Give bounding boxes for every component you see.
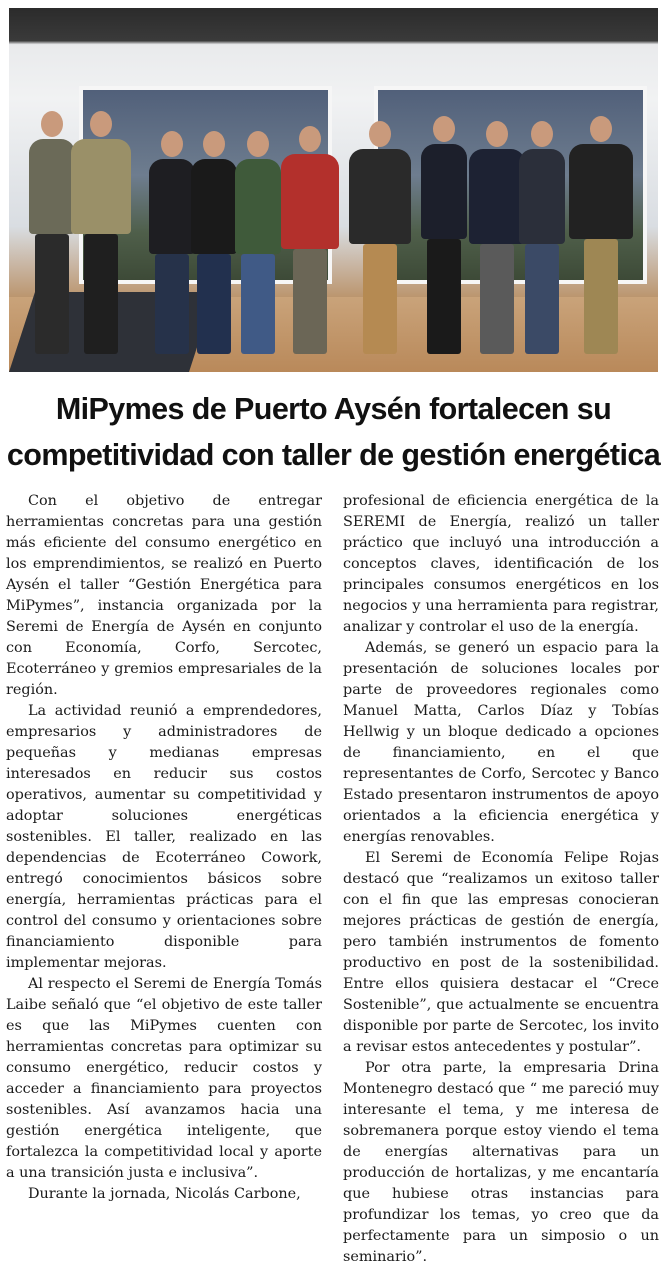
person bbox=[469, 121, 525, 354]
headline-line-2: competitividad con taller de gestión energética bbox=[6, 438, 661, 472]
paragraph: Además, se generó un espacio para la presentación de soluciones locales por parte de proveedores regionales como Manuel Matta, Carlos Díaz y Tobías Hellwig y un bloque dedicado a opciones de financiamiento, en el que representantes de Corfo, Sercotec y Banco Estado presentaron instrumentos de apoyo orientados a la eficiencia energética y energías renovables. bbox=[343, 640, 659, 845]
article-column-right bbox=[343, 491, 659, 1268]
person bbox=[519, 121, 565, 354]
paragraph: Con el objetivo de entregar herramientas concretas para una gestión más eficiente del consumo energético en los emprendimientos, se realizó en Puerto Aysén el taller “Gestión Energética para MiPymes”, instancia organizada por la Seremi de Energía de Aysén en conjunto con Economía, Corfo, Sercotec, Ecoterráneo y gremios empresariales de la región. bbox=[6, 493, 322, 698]
person bbox=[71, 111, 131, 354]
person bbox=[235, 131, 281, 354]
headline-line-1: MiPymes de Puerto Aysén fortalecen su bbox=[55, 392, 612, 426]
group-photo bbox=[9, 8, 658, 372]
person bbox=[191, 131, 237, 354]
person bbox=[281, 126, 339, 354]
paragraph: Al respecto el Seremi de Energía Tomás Laibe señaló que “el objetivo de este taller es que las MiPymes cuenten con herramientas concretas para optimizar su consumo energético, reducir costos y acceder a financiamiento para proyectos sostenibles. Así avanzamos hacia una gestión energética inteligente, que fortalezca la competitividad local y aporte a una transición justa e inclusiva”. bbox=[6, 976, 322, 1181]
paragraph: La actividad reunió a emprendedores, empresarios y administradores de pequeñas y medianas empresas interesados en reducir sus costos operativos, aumentar su competitividad y adoptar soluciones energéticas sostenibles. El taller, realizado en las dependencias de Ecoterráneo Cowork, entregó conocimientos básicos sobre energía, herramientas prácticas para el control del consumo y orientaciones sobre financiamiento disponible para implementar mejoras. bbox=[6, 703, 322, 971]
person bbox=[349, 121, 411, 354]
person bbox=[149, 131, 195, 354]
paragraph: profesional de eficiencia energética de la SEREMI de Energía, realizó un taller práctico que incluyó una introducción a conceptos claves, identificación de los principales consumos energéticos en los negocios y una herramienta para registrar, analizar y controlar el uso de la energía. bbox=[343, 493, 659, 635]
paragraph: Por otra parte, la empresaria Drina Montenegro destacó que “ me pareció muy interesante el tema, y me interesa de sobremanera porque estoy viendo el tema de energías alternativas para un producción de hortalizas, y me encantaría que hubiese otras instancias para profundizar los temas, yo creo que da perfectamente para un simposio o un seminario”. bbox=[343, 1060, 659, 1265]
headline bbox=[0, 386, 667, 478]
article-column-left bbox=[6, 491, 322, 1205]
paragraph: El Seremi de Economía Felipe Rojas destacó que “realizamos un exitoso taller con el fin que las empresas conocieran mejores prácticas de gestión de energía, pero también instrumentos de fomento productivo en post de la sostenibilidad. Entre ellos quisiera destacar el “Crece Sostenible”, que actualmente se encuentra disponible por parte de Sercotec, los invito a revisar estos antecedentes y postular”. bbox=[343, 850, 659, 1055]
paragraph: Durante la jornada, Nicolás Carbone, bbox=[28, 1186, 301, 1202]
person bbox=[29, 111, 75, 354]
person bbox=[421, 116, 467, 354]
person bbox=[569, 116, 633, 354]
